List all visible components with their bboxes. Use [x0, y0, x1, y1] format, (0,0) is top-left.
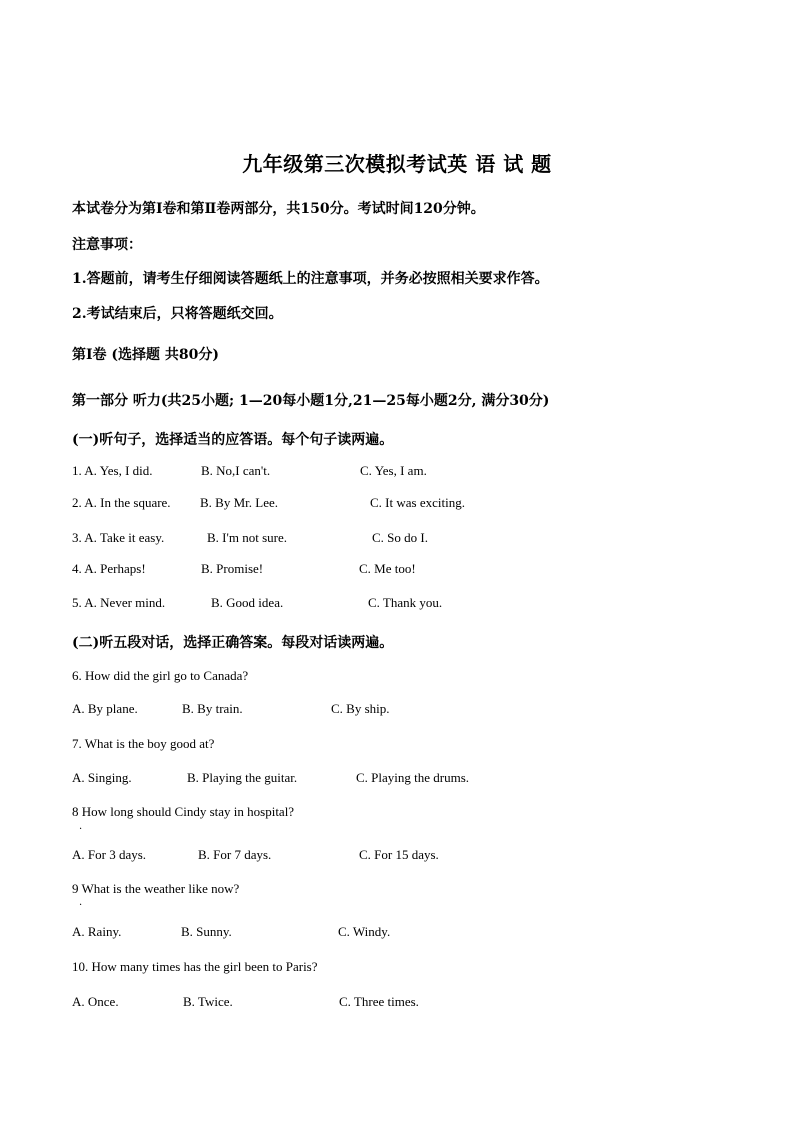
option-c: C. Windy. [338, 924, 391, 939]
option-b: B. No,I can't. [201, 463, 271, 478]
question-9: 9 What is the weather like now? [72, 881, 240, 896]
option-a: 2. A. In the square. [72, 495, 171, 510]
option-b: B. Sunny. [181, 924, 232, 939]
notice-item-2: 2.考试结束后，只将答题纸交回。 [72, 306, 283, 322]
option-a: A. Once. [72, 994, 119, 1009]
option-c: C. For 15 days. [359, 847, 439, 862]
option-c: C. It was exciting. [370, 495, 465, 510]
option-b: B. For 7 days. [198, 847, 272, 862]
question-7: 7. What is the boy good at? [72, 736, 215, 751]
section-1-heading: (一)听句子，选择适当的应答语。每个句子读两遍。 [72, 432, 394, 448]
notice-heading: 注意事项： [72, 237, 142, 253]
option-a: A. For 3 days. [72, 847, 147, 862]
option-c: C. By ship. [331, 701, 390, 716]
page-title: 九年级第三次模拟考试英 语 试 题 [242, 152, 552, 176]
option-c: C. Playing the drums. [356, 770, 470, 785]
option-c: C. So do I. [372, 530, 428, 545]
option-b: B. Promise! [201, 561, 264, 576]
stray-mark: . [79, 897, 83, 908]
part-heading: 第一部分 听力(共25小题; 1—20每小题1分,21—25每小题2分, 满分30分) [72, 393, 550, 409]
option-a: A. By plane. [72, 701, 138, 716]
option-b: B. Playing the guitar. [187, 770, 298, 785]
option-a: A. Rainy. [72, 924, 122, 939]
option-c: C. Me too! [359, 561, 416, 576]
option-c: C. Three times. [339, 994, 419, 1009]
section-2-heading: (二)听五段对话，选择正确答案。每段对话读两遍。 [72, 635, 394, 651]
intro-text: 本试卷分为第Ⅰ卷和第Ⅱ卷两部分，共150分。考试时间120分钟。 [72, 201, 485, 217]
option-b: B. Twice. [183, 994, 233, 1009]
option-b: B. By train. [182, 701, 243, 716]
option-c: C. Thank you. [368, 595, 443, 610]
option-b: B. I'm not sure. [207, 530, 287, 545]
option-a: A. Singing. [72, 770, 132, 785]
option-a: 1. A. Yes, I did. [72, 463, 153, 478]
option-a: 4. A. Perhaps! [72, 561, 146, 576]
notice-item-1: 1.答题前，请考生仔细阅读答题纸上的注意事项，并务必按照相关要求作答。 [72, 271, 549, 287]
question-6: 6. How did the girl go to Canada? [72, 668, 249, 683]
volume-heading: 第Ⅰ卷 (选择题 共80分) [72, 347, 220, 363]
option-b: B. Good idea. [211, 595, 284, 610]
question-10: 10. How many times has the girl been to Paris? [72, 959, 318, 974]
option-b: B. By Mr. Lee. [200, 495, 278, 510]
question-8: 8 How long should Cindy stay in hospital? [72, 804, 295, 819]
option-a: 3. A. Take it easy. [72, 530, 165, 545]
option-c: C. Yes, I am. [360, 463, 427, 478]
stray-mark: . [79, 821, 83, 832]
option-a: 5. A. Never mind. [72, 595, 166, 610]
